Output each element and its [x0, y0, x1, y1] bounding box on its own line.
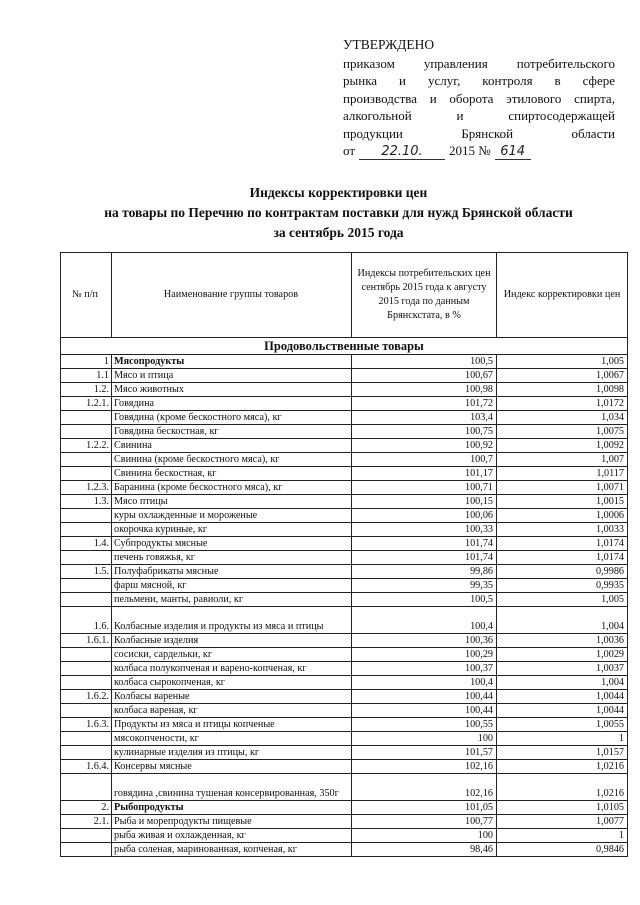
row-number: 1.6.3. [61, 718, 112, 732]
row-name: колбаса полукопченая и варено-копченая, кг [112, 662, 352, 676]
row-index-value: 1 [497, 829, 628, 843]
table-row [61, 439, 628, 453]
approval-word: Брянской [461, 125, 514, 141]
row-cpi-value: 100,75 [352, 425, 497, 439]
row-cpi-value: 101,17 [352, 467, 497, 481]
row-number [61, 829, 112, 843]
approval-line [343, 107, 615, 125]
row-name: рыба живая и охлажденная, кг [112, 829, 352, 843]
row-number [61, 746, 112, 760]
approval-word: спирта, [574, 90, 615, 106]
row-name: Мясо и птица [112, 369, 352, 383]
row-name: Мясопродукты [112, 355, 352, 369]
header-cpi: Индексы потребительских цен сентябрь 2015 года к августу 2015 года по данным Брянскстата, в % [352, 253, 497, 338]
row-name: колбаса вареная, кг [112, 704, 352, 718]
title-line-3: за сентябрь 2015 года [273, 225, 404, 240]
row-cpi-value: 100,33 [352, 523, 497, 537]
table-row [61, 551, 628, 565]
row-number [61, 551, 112, 565]
row-name: говядина ,свинина тушеная консервированная, 350г [112, 774, 352, 801]
approval-date-line [343, 142, 615, 160]
table-row [61, 829, 628, 843]
row-index-value: 1,0006 [497, 509, 628, 523]
table-row [61, 579, 628, 593]
row-cpi-value: 100,5 [352, 355, 497, 369]
row-number: 1 [61, 355, 112, 369]
row-number: 1.6. [61, 607, 112, 634]
row-index-value: 1,005 [497, 593, 628, 607]
row-cpi-value: 99,86 [352, 565, 497, 579]
table-row [61, 397, 628, 411]
row-name: Говядина (кроме бескостного мяса), кг [112, 411, 352, 425]
row-number [61, 593, 112, 607]
header-number: № п/п [61, 253, 112, 338]
row-cpi-value: 100,44 [352, 690, 497, 704]
table-row [61, 355, 628, 369]
row-cpi-value: 102,16 [352, 774, 497, 801]
row-cpi-value: 101,74 [352, 537, 497, 551]
row-index-value: 1,0036 [497, 634, 628, 648]
row-index-value: 1,0092 [497, 439, 628, 453]
row-name: Мясо птицы [112, 495, 352, 509]
row-index-value: 1,0174 [497, 551, 628, 565]
row-name: Свинина [112, 439, 352, 453]
row-cpi-value: 101,57 [352, 746, 497, 760]
row-index-value: 1,0037 [497, 662, 628, 676]
table-row [61, 648, 628, 662]
table-row [61, 509, 628, 523]
row-number [61, 467, 112, 481]
row-cpi-value: 103,4 [352, 411, 497, 425]
row-cpi-value: 100,92 [352, 439, 497, 453]
row-number: 1.2.2. [61, 439, 112, 453]
row-number: 1.4. [61, 537, 112, 551]
table-row [61, 565, 628, 579]
row-index-value: 1,0172 [497, 397, 628, 411]
table-row [61, 495, 628, 509]
title-line-1: Индексы корректировки цен [249, 185, 428, 200]
table-row [61, 467, 628, 481]
section-title: Продовольственные товары [61, 338, 628, 355]
row-cpi-value: 100,44 [352, 704, 497, 718]
row-index-value: 0,9986 [497, 565, 628, 579]
table-row [61, 704, 628, 718]
table-row [61, 383, 628, 397]
row-index-value: 1,0098 [497, 383, 628, 397]
date-prefix: от [343, 143, 356, 158]
row-index-value: 1,007 [497, 453, 628, 467]
row-name: Продукты из мяса и птицы копченые [112, 718, 352, 732]
approval-word: рынка [343, 73, 378, 88]
table-row [61, 690, 628, 704]
approval-line [343, 125, 615, 143]
row-index-value: 1,0044 [497, 704, 628, 718]
row-name: Рыбопродукты [112, 801, 352, 815]
table-row [61, 481, 628, 495]
approval-line [343, 55, 615, 73]
row-number: 1.6.4. [61, 760, 112, 774]
row-cpi-value: 102,16 [352, 760, 497, 774]
row-number: 1.2. [61, 383, 112, 397]
row-cpi-value: 100,4 [352, 607, 497, 634]
table-row [61, 760, 628, 774]
approval-word: производства [343, 90, 418, 106]
row-name: пельмени, манты, равиоли, кг [112, 593, 352, 607]
row-number: 1.2.3. [61, 481, 112, 495]
approval-word: и [456, 108, 464, 123]
table-row [61, 676, 628, 690]
row-number: 2.1. [61, 815, 112, 829]
row-name: Баранина (кроме бескостного мяса), кг [112, 481, 352, 495]
row-number [61, 648, 112, 662]
row-name: кулинарные изделия из птицы, кг [112, 746, 352, 760]
year-number-label: 2015 № [449, 143, 491, 158]
table-row [61, 732, 628, 746]
header-name: Наименование группы товаров [112, 253, 352, 338]
approval-word: и [429, 90, 437, 106]
row-index-value: 1,0075 [497, 425, 628, 439]
row-number [61, 453, 112, 467]
approval-word: спиртосодержащей [508, 108, 615, 123]
row-number: 1.2.1. [61, 397, 112, 411]
approval-word: и [399, 73, 407, 88]
table-row [61, 523, 628, 537]
row-cpi-value: 101,72 [352, 397, 497, 411]
table-row [61, 662, 628, 676]
table-row [61, 453, 628, 467]
document-title [60, 183, 617, 243]
row-index-value: 0,9935 [497, 579, 628, 593]
row-name: Свинина бескостная, кг [112, 467, 352, 481]
row-index-value: 1,0055 [497, 718, 628, 732]
row-index-value: 1,0067 [497, 369, 628, 383]
handwritten-order-number: 614 [495, 145, 531, 160]
approval-word: оборота [449, 90, 494, 106]
row-name: Колбасные изделия [112, 634, 352, 648]
row-index-value: 1,0033 [497, 523, 628, 537]
table-row [61, 815, 628, 829]
row-number: 1.1 [61, 369, 112, 383]
row-name: куры охлажденные и мороженые [112, 509, 352, 523]
row-index-value: 1,0174 [497, 537, 628, 551]
approval-word: контроля [482, 73, 533, 88]
row-number: 1.5. [61, 565, 112, 579]
row-index-value: 1,0071 [497, 481, 628, 495]
approval-line [343, 90, 615, 108]
row-name: рыба соленая, маринованная, копченая, кг [112, 843, 352, 857]
row-name: Субпродукты мясные [112, 537, 352, 551]
row-index-value: 1,0216 [497, 760, 628, 774]
row-number: 1.6.2. [61, 690, 112, 704]
table-row [61, 718, 628, 732]
row-number: 2. [61, 801, 112, 815]
row-cpi-value: 100 [352, 732, 497, 746]
row-cpi-value: 100,29 [352, 648, 497, 662]
row-name: фарш мясной, кг [112, 579, 352, 593]
approval-word: этилового [506, 90, 562, 106]
approval-word: в [554, 73, 561, 88]
header-index: Индекс корректировки цен [497, 253, 628, 338]
approval-word: продукции [343, 125, 403, 141]
row-index-value: 1,0157 [497, 746, 628, 760]
row-cpi-value: 100,71 [352, 481, 497, 495]
approval-word: области [571, 125, 615, 141]
row-index-value: 1,0117 [497, 467, 628, 481]
approval-text [343, 55, 615, 143]
row-cpi-value: 98,46 [352, 843, 497, 857]
row-cpi-value: 100,67 [352, 369, 497, 383]
row-index-value: 1,0077 [497, 815, 628, 829]
row-name: мясокопчености, кг [112, 732, 352, 746]
row-cpi-value: 100,06 [352, 509, 497, 523]
row-name: Говядина [112, 397, 352, 411]
row-number [61, 662, 112, 676]
price-index-table [60, 252, 628, 857]
row-name: Полуфабрикаты мясные [112, 565, 352, 579]
row-number [61, 774, 112, 801]
approval-word: услуг, [427, 73, 461, 88]
section-row [61, 338, 628, 355]
row-name: Свинина (кроме бескостного мяса), кг [112, 453, 352, 467]
row-cpi-value: 100,15 [352, 495, 497, 509]
approval-heading: УТВЕРЖДЕНО [343, 37, 435, 52]
row-number: 1.6.1. [61, 634, 112, 648]
table-row [61, 634, 628, 648]
row-cpi-value: 100,37 [352, 662, 497, 676]
title-line-2: на товары по Перечню по контрактам поставки для нужд Брянской области [104, 205, 573, 220]
approval-line [343, 72, 615, 90]
row-index-value: 1,004 [497, 676, 628, 690]
row-cpi-value: 100 [352, 829, 497, 843]
row-index-value: 1,034 [497, 411, 628, 425]
approval-word: сфере [582, 73, 615, 88]
row-cpi-value: 101,74 [352, 551, 497, 565]
table-row [61, 843, 628, 857]
row-number: 1.3. [61, 495, 112, 509]
approval-word: управления [423, 55, 488, 71]
row-cpi-value: 101,05 [352, 801, 497, 815]
row-name: Колбасы вареные [112, 690, 352, 704]
row-number [61, 732, 112, 746]
row-index-value: 1,0044 [497, 690, 628, 704]
row-number [61, 843, 112, 857]
table-row [61, 537, 628, 551]
row-cpi-value: 100,4 [352, 676, 497, 690]
row-name: печень говяжья, кг [112, 551, 352, 565]
table-row [61, 425, 628, 439]
row-index-value: 1,004 [497, 607, 628, 634]
row-number [61, 704, 112, 718]
row-index-value: 1,0029 [497, 648, 628, 662]
row-index-value: 1,005 [497, 355, 628, 369]
table-header [61, 253, 628, 338]
row-name: колбаса сырокопченая, кг [112, 676, 352, 690]
row-cpi-value: 100,5 [352, 593, 497, 607]
row-number [61, 579, 112, 593]
row-index-value: 0,9846 [497, 843, 628, 857]
approval-word: потребительского [516, 55, 615, 71]
row-number [61, 425, 112, 439]
row-cpi-value: 100,7 [352, 453, 497, 467]
row-cpi-value: 99,35 [352, 579, 497, 593]
table-row [61, 801, 628, 815]
row-number [61, 523, 112, 537]
row-name: Мясо животных [112, 383, 352, 397]
row-name: Рыба и морепродукты пищевые [112, 815, 352, 829]
row-name: Консервы мясные [112, 760, 352, 774]
row-index-value: 1,0105 [497, 801, 628, 815]
approval-word: приказом [343, 55, 395, 71]
row-name: окорочка куриные, кг [112, 523, 352, 537]
table-row [61, 607, 628, 634]
table-row [61, 774, 628, 801]
approval-stamp [343, 36, 615, 160]
row-cpi-value: 100,98 [352, 383, 497, 397]
table-row [61, 369, 628, 383]
approval-word: алкогольной [343, 108, 412, 123]
table-row [61, 746, 628, 760]
row-index-value: 1,0015 [497, 495, 628, 509]
row-number [61, 411, 112, 425]
row-index-value: 1,0216 [497, 774, 628, 801]
handwritten-date: 22.10. [359, 145, 445, 160]
row-number [61, 509, 112, 523]
row-cpi-value: 100,55 [352, 718, 497, 732]
row-index-value: 1 [497, 732, 628, 746]
row-name: сосиски, сардельки, кг [112, 648, 352, 662]
table-row [61, 593, 628, 607]
row-name: Колбасные изделия и продукты из мяса и птицы [112, 607, 352, 634]
row-name: Говядина бескостная, кг [112, 425, 352, 439]
row-cpi-value: 100,77 [352, 815, 497, 829]
row-number [61, 676, 112, 690]
table-row [61, 411, 628, 425]
row-cpi-value: 100,36 [352, 634, 497, 648]
